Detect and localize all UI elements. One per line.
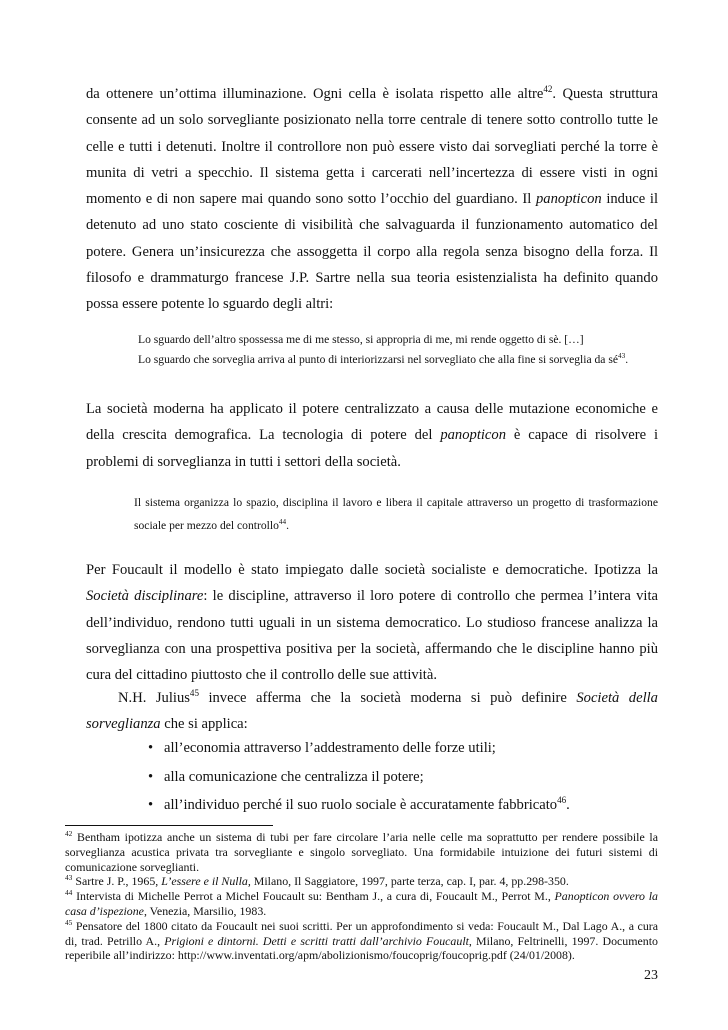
bullet-list	[148, 734, 658, 820]
footnote-42	[65, 830, 658, 874]
paragraph-modern-society	[86, 396, 658, 475]
footnote-number: 44	[65, 888, 73, 898]
footnote-title: Panopticon ovvero la casa d’ispezione	[65, 889, 658, 918]
list-item-end: .	[566, 797, 570, 813]
block-quote-sartre	[138, 330, 663, 369]
list-item	[148, 791, 658, 820]
footnote-text: Pensatore del 1800 citato da Foucault nei suoi scritti. Per un approfondimento si veda: Foucault M., Dal Lago A., a cura di, trad. Petrillo A.,	[65, 918, 658, 948]
footnote-ref-45[interactable]: 45	[189, 688, 199, 699]
emphasis-panopticon: panopticon	[536, 191, 602, 208]
footnote-text: Bentham ipotizza anche un sistema di tubi per fare circolare l’aria nelle celle ma soprattutto per rendere possibile la sorveglianza acustica privata tra sorvegliante e singolo sorvegliato. Una formidabile intuizione dei futuri sistemi di comunicazione sorveglianti.	[65, 830, 658, 874]
list-item-text: all’individuo perché il suo ruolo sociale è accuratamente fabbricato	[164, 797, 558, 813]
quote-line: Lo sguardo dell’altro spossessa me di me stesso, si appropria di me, mi rende oggetto di sè. […]	[138, 333, 584, 346]
paragraph-text: N.H. Julius	[118, 690, 190, 706]
list-item-text: alla comunicazione che centralizza il potere;	[164, 768, 424, 785]
paragraph-text: da ottenere un’ottima illuminazione. Ogni cella è isolata rispetto alle altre	[86, 86, 544, 102]
footnote-ref-44[interactable]: 44	[278, 517, 287, 526]
footnote-ref-43[interactable]: 43	[618, 351, 626, 360]
footnote-number: 45	[65, 917, 73, 927]
emphasis-societa-disciplinare: Società disciplinare	[86, 588, 204, 605]
footnote-ref-42[interactable]: 42	[543, 84, 553, 95]
paragraph-text: è capace di risolvere i problemi di sorveglianza in tutti i settori della società.	[86, 427, 659, 470]
paragraph-panopticon-description	[86, 81, 658, 318]
footnotes	[65, 830, 658, 963]
footnote-text: , Venezia, Marsilio, 1983.	[143, 903, 267, 918]
paragraph-text: : le discipline, attraverso il loro potere di controllo che permea l’intera vita dell’individuo, rendono tutti uguali in un sistema democratico. Lo studioso francese analizza la sorveglianza con una prospettiva positiva per la società, affermando che le discipline hanno più cura del cittadino piuttosto che il controllo delle sue attività.	[86, 588, 659, 684]
quote-text: Il sistema organizza lo spazio, disciplina il lavoro e libera il capitale attraverso un progetto di trasformazione sociale per mezzo del controllo	[134, 496, 658, 532]
footnote-44	[65, 889, 658, 919]
paragraph-text: . Questa struttura consente ad un solo sorvegliante posizionato nella torre centrale di tenere sotto controllo tutte le celle e tutti i detenuti. Inoltre il controllore non può essere visto dai sorvegliati perché la torre è munita di vetri a specchio. Il sistema getta i carcerati nell’incertezza di essere visti in ogni momento e di non sapere mai quando sono sotto l’occhio del guardiano. Il	[86, 86, 659, 208]
footnote-43	[65, 874, 658, 889]
footnote-title: L’essere e il Nulla,	[161, 874, 251, 889]
list-item-text: all’economia attraverso l’addestramento delle forze utili;	[164, 740, 496, 756]
quote-text: Lo sguardo che sorveglia arriva al punto di interiorizzarsi nel sorvegliato che alla fine si sorveglia da sé	[138, 352, 619, 366]
page-number: 23	[644, 968, 658, 983]
bullet-icon: •	[148, 740, 154, 756]
bullet-icon: •	[148, 768, 154, 785]
list-item	[148, 763, 658, 792]
quote-end: .	[625, 352, 629, 366]
footnote-text: , Milano, Feltrinelli, 1997. Documento reperibile all’indirizzo: http://www.inventati.org/apm/abolizionismo/foucoprig/foucoprig.pdf (24/01/2008).	[65, 933, 658, 963]
list-item	[148, 734, 658, 763]
paragraph-text: invece afferma che la società moderna si può definire	[198, 690, 577, 706]
paragraph-text: La società moderna ha applicato il potere centralizzato a causa delle mutazione economiche e della crescita demografica. La tecnologia di potere del	[86, 401, 658, 444]
paragraph-julius	[86, 685, 658, 738]
bullet-icon: •	[148, 797, 154, 813]
footnote-title: Prigioni e dintorni. Detti e scritti tratti dall’archivio Foucault	[164, 933, 469, 948]
footnote-text: Milano, Il Saggiatore, 1997, parte terza, cap. I, par. 4, pp.298-350.	[250, 874, 569, 889]
footnote-ref-46[interactable]: 46	[557, 795, 567, 806]
quote-line	[138, 350, 663, 370]
footnote-separator	[65, 825, 273, 826]
paragraph-foucault	[86, 557, 658, 688]
emphasis-panopticon: panopticon	[440, 427, 506, 444]
quote-end: .	[286, 518, 289, 532]
paragraph-text: che si applica:	[160, 716, 248, 733]
paragraph-text: induce il detenuto ad uno stato cosciente di visibilità che salvaguarda il funzionamento automatico del potere. Genera un’insicurezza che assoggetta il corpo alla regola senza bisogno della forza. Il filosofo e drammaturgo francese J.P. Sartre nella sua teoria esistenzialista ha definito quando possa essere potente lo sguardo degli altri:	[86, 191, 658, 313]
block-quote-system	[134, 492, 658, 538]
footnote-number: 43	[65, 873, 73, 883]
footnote-text: Sartre J. P., 1965,	[72, 874, 162, 889]
footnote-45	[65, 919, 658, 963]
emphasis-societa-sorveglianza: Società della sorveglianza	[86, 690, 658, 733]
paragraph-text: Per Foucault il modello è stato impiegato dalle società socialiste e democratiche. Ipotizza la	[86, 562, 658, 578]
footnote-text: Intervista di Michelle Perrot a Michel Foucault su: Bentham J., a cura di, Foucault M., Perrot M.,	[72, 889, 555, 904]
footnote-number: 42	[65, 829, 73, 839]
